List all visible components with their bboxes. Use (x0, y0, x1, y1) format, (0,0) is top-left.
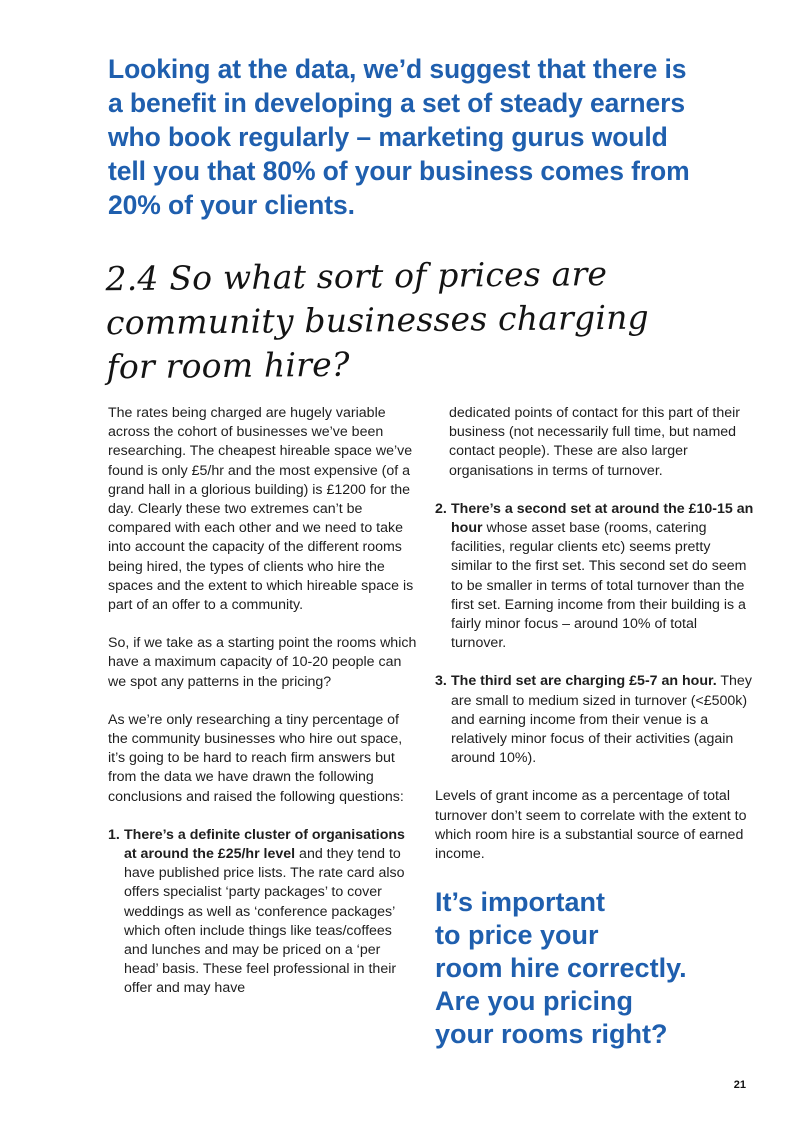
list-number: 2. (435, 500, 447, 517)
intro-line: Looking at the data, we’d suggest that there is (108, 54, 687, 84)
list-text: and they tend to have published price lists. The rate card also offers specialist ‘party packages’ to cover weddings as well as ‘conference packages’ which often include things like teas/coffees and lunches and may be priced on a ‘per head’ basis. These feel professional in their offer and may have (124, 846, 405, 997)
heading-line: for room hire? (106, 344, 350, 387)
list-number: 3. (435, 673, 447, 690)
list-item (435, 500, 755, 654)
intro-line: 20% of your clients. (108, 190, 355, 220)
heading-line: community businesses charging (105, 297, 650, 343)
list-text: whose asset base (rooms, catering facilities, regular clients etc) seems pretty similar to the first set. This second set do seem to be smaller in terms of total turnover than the first set. Earning income from their building is a fairly minor focus – around 10% of total turnover. (451, 520, 747, 652)
list-number: 1. (108, 826, 120, 843)
section-heading (105, 251, 726, 389)
body-paragraph: As we’re only researching a tiny percentage of the community businesses who hire out space, it’s going to be hard to reach firm answers but from the data we have drawn the following conclusions and raised the following questions: (108, 711, 404, 805)
right-column (435, 404, 755, 1051)
callout-line: room hire correctly. (435, 953, 687, 984)
heading-line: 2.4 So what sort of prices are (105, 253, 608, 299)
body-paragraph: dedicated points of contact for this part of their business (not necessarily full time, but named contact people). These are also larger organisations in terms of turnover. (449, 405, 741, 479)
list-lead: There’s a definite cluster of organisations at around the £25/hr level (124, 826, 405, 863)
list-item (108, 826, 418, 999)
body-paragraph: The rates being charged are hugely variable across the cohort of businesses we’ve been researching. The cheapest hireable space we’ve found is only £5/hr and the most expensive (of a grand hall in a glorious building) is £1200 for the day. Clearly these two extremes can’t be compared with each other and we need to take into account the capacity of the different rooms being hired, the types of clients who hire the spaces and the extent to which hireable space is part of an offer to a community. (108, 405, 414, 614)
list-lead: There’s a second set at around the £10-15 an hour (451, 500, 754, 537)
callout-quote (435, 886, 755, 1051)
list-text: They are small to medium sized in turnover (<£500k) and earning income from their venue is a relatively minor focus of their activities (again around 10%). (451, 673, 752, 767)
intro-line: who book regularly – marketing gurus would (108, 122, 668, 152)
list-item (435, 672, 755, 768)
left-column (108, 404, 418, 999)
list-lead: The third set are charging £5-7 an hour. (451, 673, 717, 690)
callout-line: your rooms right? (435, 1019, 668, 1050)
body-paragraph: So, if we take as a starting point the rooms which have a maximum capacity of 10-20 people can we spot any patterns in the pricing? (108, 635, 417, 690)
intro-line: a benefit in developing a set of steady earners (108, 88, 686, 118)
callout-line: Are you pricing (435, 986, 634, 1017)
callout-line: to price your (435, 920, 599, 951)
intro-line: tell you that 80% of your business comes from (108, 156, 690, 186)
intro-statement (108, 52, 758, 222)
callout-line: It’s important (435, 887, 606, 918)
page-number: 21 (733, 1079, 746, 1091)
body-paragraph: Levels of grant income as a percentage of total turnover don’t seem to correlate with the extent to which room hire is a substantial source of earned income. (435, 788, 747, 863)
